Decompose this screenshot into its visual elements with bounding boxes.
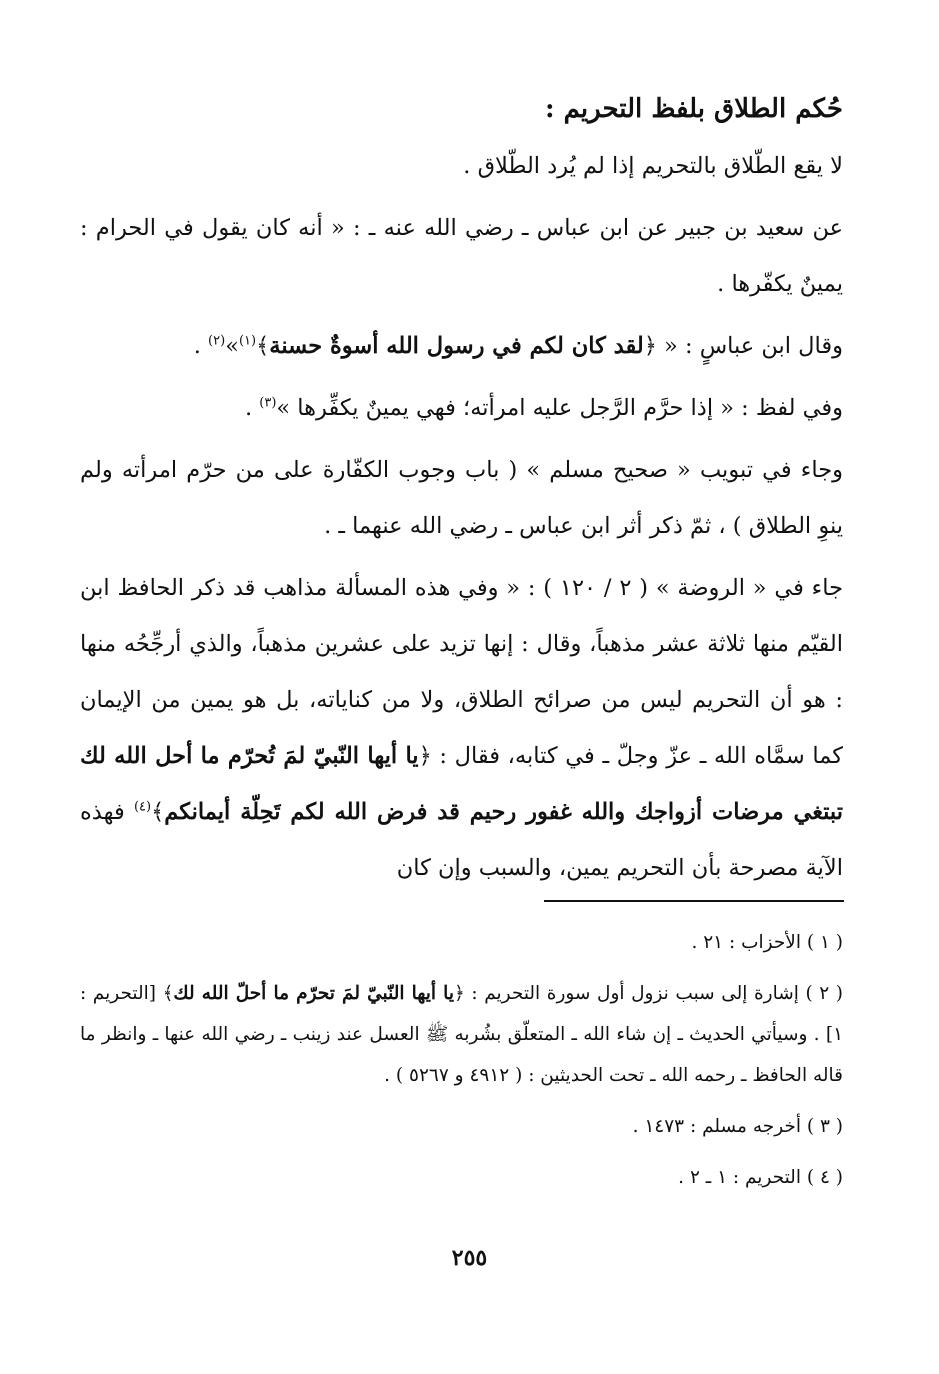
- quote-intro: وقال ابن عباسٍ : « ﴿: [643, 333, 843, 359]
- footnote-2-verse: يا أيها النّبيّ لمَ تحرّم ما أحلّ الله لك: [173, 983, 454, 1004]
- period: .: [244, 395, 260, 421]
- rawdah-text: جاء في « الروضة » ( ٢ / ١٢٠ ) : « وفي هذه المسألة مذاهب قد ذكر الحافظ ابن القيّم منها ثلاثة عشر مذهباً، وقال : إنها تزيد على عشرين مذهباً، والذي أرجِّحُه منها : هو أن التحريم ليس من صرائح الطلاق، ولا من كناياته، بل هو يمين من الإيمان كما سمَّاه الله ـ عزّ وجلّ ـ في كتابه، فقال : ﴿: [80, 575, 843, 769]
- wording-text: وفي لفظ : « إذا حرَّم الرَّجل عليه امرأته؛ فهي يمينٌ يكفِّرها »: [276, 395, 843, 421]
- section-heading: حُكم الطلاق بلفظ التحريم :: [544, 94, 843, 124]
- paragraph-ibn-abbas-quote: [80, 318, 843, 374]
- verse-close: ﴾: [151, 799, 165, 825]
- rawdah-continuation: فهذه الآية مصرحة بأن التحريم يمين، والسبب وإن كان: [80, 799, 843, 881]
- page-number: ٢٥٥: [451, 1245, 488, 1271]
- quran-verse: لقد كان لكم في رسول الله أسوةٌ حسنة: [269, 333, 644, 359]
- footnote-ref-2: (٢): [208, 333, 226, 349]
- footnote-2-rest: ﴾ [التحريم : ١] . وسيأتي الحديث ـ إن شاء الله ـ المتعلّق بشُربه ﷺ العسل عند زينب ـ رضي الله عنها ـ وانظر ما قاله الحافظ ـ رحمه الله ـ تحت الحديثين : ( ٤٩١٢ و ٥٢٦٧ ) .: [80, 983, 844, 1086]
- footnote-3: ( ٣ ) أخرجه مسلم : ١٤٧٣ .: [632, 1116, 843, 1137]
- paragraph-muslim-chapter: وجاء في تبويب « صحيح مسلم » ( باب وجوب الكفّارة على من حرّم امرأته ولم ينوِ الطلاق ) ، ثمّ ذكر أثر ابن عباس ـ رضي الله عنهما ـ .: [80, 457, 843, 539]
- footnote-1: ( ١ ) الأحزاب : ٢١ .: [691, 932, 843, 953]
- verse-close: ﴾: [256, 333, 270, 359]
- quote-close: »: [225, 333, 239, 359]
- footnote-ref-3: (٣): [259, 395, 277, 411]
- footnote-ref-4: (٤): [133, 799, 152, 815]
- paragraph-ibn-jubayr: عن سعيد بن جبير عن ابن عباس ـ رضي الله عنه ـ : « أنه كان يقول في الحرام : يمينٌ يكفّرها .: [80, 215, 843, 297]
- footnote-2: [80, 973, 843, 1096]
- paragraph-other-wording: [80, 380, 843, 436]
- main-text: [80, 88, 843, 902]
- paragraph-rule: لا يقع الطّلاق بالتحريم إذا لم يُرد الطّلاق .: [463, 153, 843, 179]
- period: .: [193, 333, 209, 359]
- footnote-2-intro: ( ٢ ) إشارة إلى سبب نزول أول سورة التحريم : ﴿: [453, 983, 843, 1004]
- footnotes: [80, 922, 843, 1208]
- quran-verse-tahrim: يا أيها النّبيّ لمَ تُحرّم ما أحل الله لك تبتغي مرضات أزواجك والله غفور رحيم قد فرض الله لكم تَحِلّة أيمانكم: [80, 743, 843, 825]
- paragraph-rawdah: [80, 560, 843, 896]
- footnote-divider: [544, 900, 844, 902]
- footnote-ref-1: (١): [238, 333, 257, 349]
- footnote-4: ( ٤ ) التحريم : ١ ـ ٢ .: [678, 1167, 843, 1188]
